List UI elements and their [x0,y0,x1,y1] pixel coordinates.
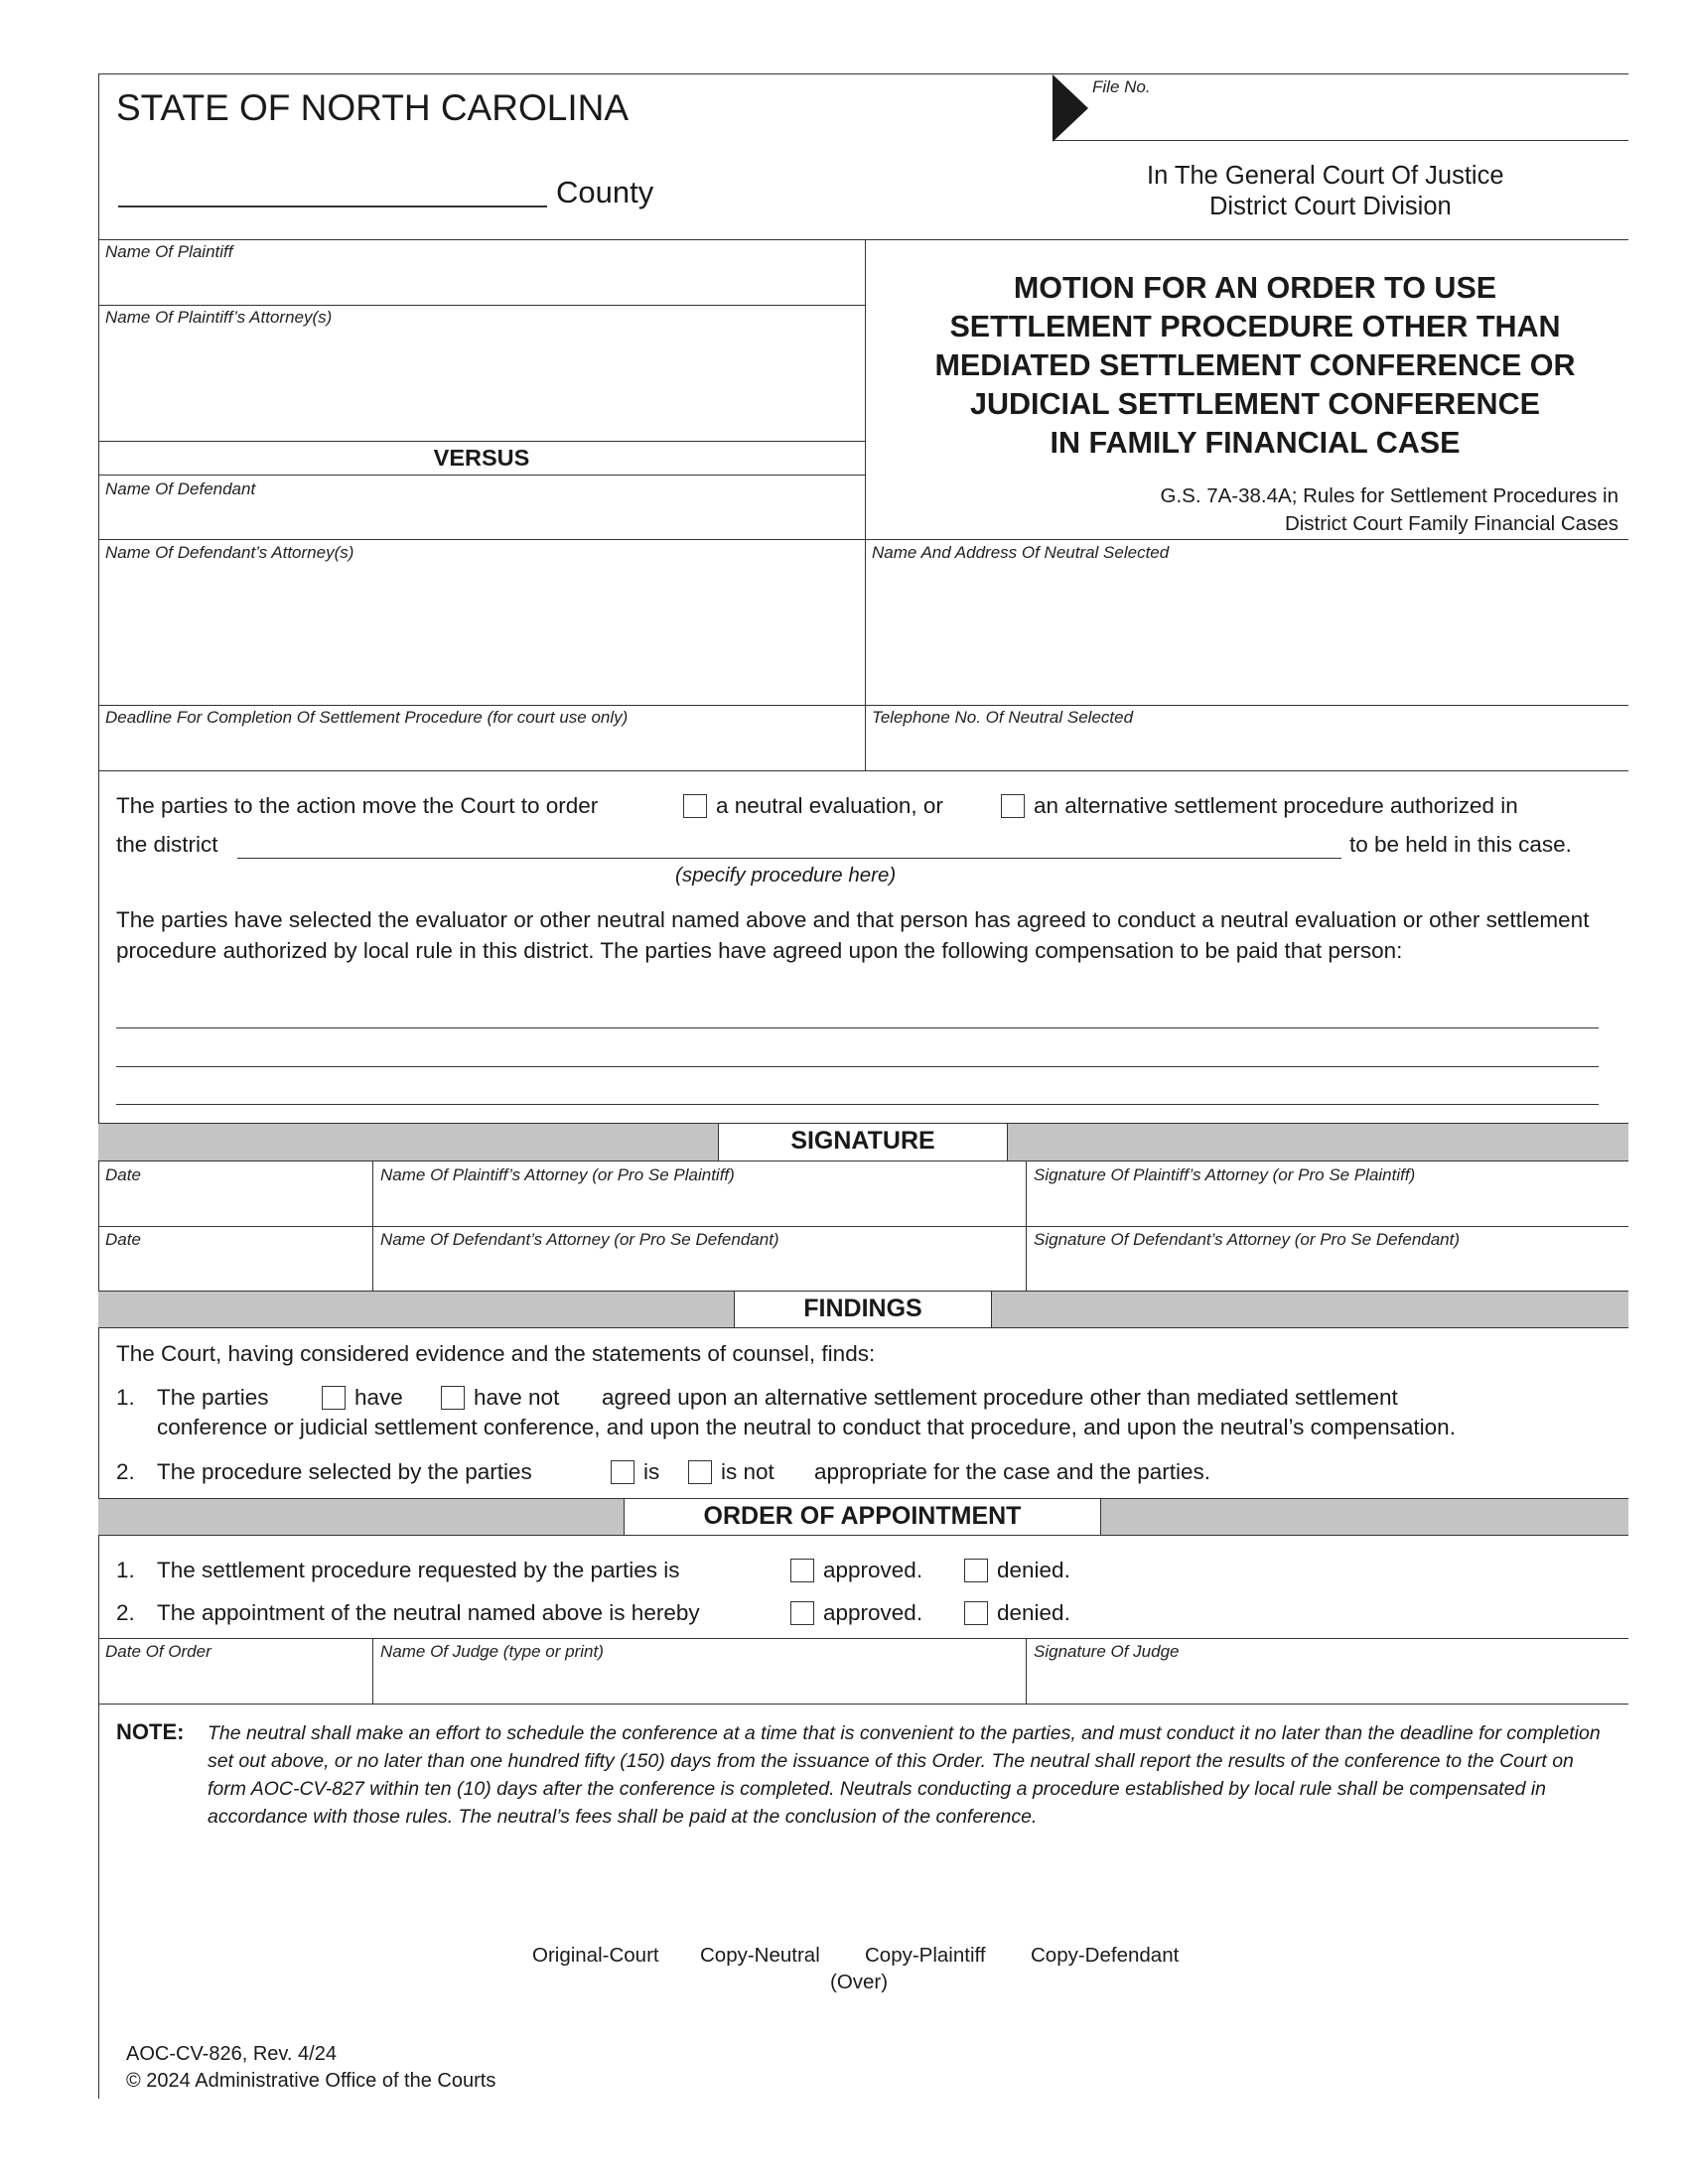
form-title-line-5: IN FAMILY FINANCIAL CASE [1050,426,1461,460]
court-line-2: District Court Division [1209,193,1452,220]
rule [98,705,1628,706]
plaintiff-field[interactable]: Name Of Plaintiff [105,242,233,261]
top-border [98,73,1628,74]
defendant-attorney-name-field[interactable]: Name Of Defendant’s Attorney (or Pro Se Defendant) [380,1230,779,1249]
neutral-address-field[interactable]: Name And Address Of Neutral Selected [872,543,1170,562]
appointment-approved-checkbox[interactable] [790,1601,814,1625]
file-no-arrow-icon [1053,74,1088,142]
specify-hint: (specify procedure here) [675,864,897,887]
order-1-text: The settlement procedure requested by the parties is [157,1558,680,1582]
appointment-denied-checkbox[interactable] [964,1601,988,1625]
order-1-number: 1. [116,1558,135,1582]
motion-paragraph: The parties have selected the evaluator or other neutral named above and that person has agreed to conduct a neutral evaluation or other settlement procedure authorized by local rule in this district. The parties have agreed upon the following compensation to be paid that person: [116,907,1590,963]
county-blank[interactable] [118,205,547,207]
finding-1-text-cont: conference or judicial settlement conference, and upon the neutral to conduct that procedure, and upon the neutral’s compensation. [157,1415,1456,1439]
held-label: to be held in this case. [1349,832,1572,857]
appointment-denied-label: denied. [997,1600,1070,1625]
procedure-denied-checkbox[interactable] [964,1559,988,1582]
order-2-text: The appointment of the neutral named above is hereby [157,1600,700,1625]
finding-1-lead: The parties [157,1385,269,1410]
form-title-line-2: SETTLEMENT PROCEDURE OTHER THAN [949,310,1561,343]
state-name: STATE OF NORTH CAROLINA [116,87,629,128]
file-no-label: File No. [1092,77,1151,96]
rule [1026,1638,1027,1704]
rule [98,441,865,442]
county-label: County [556,175,654,209]
rule [372,1638,373,1704]
court-line-1: In The General Court Of Justice [1147,162,1504,190]
copy-neutral: Copy-Neutral [700,1944,820,1967]
form-title-line-4: JUDICIAL SETTLEMENT CONFERENCE [970,387,1540,421]
copy-original-court: Original-Court [532,1944,659,1967]
note-text: The neutral shall make an effort to schedule the conference at a time that is convenient to the parties, and must conduct it no later than the deadline for completion set out above, or no later than one hundred fifty (150) days from the issuance of this Order. The neutral shall report the results of the conference to the Court on form AOC-CV-827 within ten (10) days after the conference is completed. Neutrals conducting a procedure established by local rule shall be compensated in accordance with those rules. The neutral’s fees shall be paid at the conclusion of the conference. [208,1722,1601,1828]
procedure-denied-label: denied. [997,1558,1070,1582]
compensation-line-3[interactable] [116,1104,1599,1105]
neutral-evaluation-checkbox[interactable] [683,794,707,818]
findings-intro: The Court, having considered evidence and the statements of counsel, finds: [116,1341,876,1366]
form-number: AOC-CV-826, Rev. 4/24 [126,2043,337,2065]
deadline-field[interactable]: Deadline For Completion Of Settlement Procedure (for court use only) [105,708,629,727]
is-not-label: is not [721,1459,774,1484]
procedure-approved-checkbox[interactable] [790,1559,814,1582]
plaintiff-attorney-field[interactable]: Name Of Plaintiff’s Attorney(s) [105,308,333,327]
rule [98,770,1628,771]
defendant-attorney-field[interactable]: Name Of Defendant’s Attorney(s) [105,543,354,562]
appointment-approved-label: approved. [823,1600,923,1625]
is-checkbox[interactable] [611,1460,634,1484]
district-label: the district [116,832,218,857]
finding-2-lead: The procedure selected by the parties [157,1459,532,1484]
have-not-label: have not [474,1385,560,1410]
plaintiff-attorney-name-field[interactable]: Name Of Plaintiff’s Attorney (or Pro Se Plaintiff) [380,1165,735,1184]
left-border [98,73,99,2099]
have-checkbox[interactable] [322,1386,346,1410]
form-title-line-3: MEDIATED SETTLEMENT CONFERENCE OR [934,348,1576,382]
defendant-attorney-signature-field[interactable]: Signature Of Defendant’s Attorney (or Pro Se Defendant) [1034,1230,1461,1249]
plaintiff-date-field[interactable]: Date [105,1165,141,1184]
procedure-approved-label: approved. [823,1558,923,1582]
compensation-line-1[interactable] [116,1027,1599,1028]
order-2-number: 2. [116,1600,135,1625]
signature-heading: SIGNATURE [718,1123,1008,1161]
order-date-field[interactable]: Date Of Order [105,1642,211,1661]
rule [98,1704,1628,1705]
compensation-line-2[interactable] [116,1066,1599,1067]
finding-2-text: appropriate for the case and the parties. [814,1459,1211,1484]
rule [98,475,865,476]
statute-line-2: District Court Family Financial Cases [1284,512,1618,535]
alternative-procedure-checkbox[interactable] [1001,794,1025,818]
copy-plaintiff: Copy-Plaintiff [865,1944,986,1967]
have-not-checkbox[interactable] [441,1386,465,1410]
defendant-date-field[interactable]: Date [105,1230,141,1249]
rule [98,1638,1628,1639]
findings-heading: FINDINGS [734,1291,992,1328]
copy-defendant: Copy-Defendant [1031,1944,1180,1967]
neutral-phone-field[interactable]: Telephone No. Of Neutral Selected [872,708,1134,727]
procedure-field[interactable] [237,858,1341,859]
alternative-procedure-label: an alternative settlement procedure authorized in [1034,793,1518,818]
copyright: © 2024 Administrative Office of the Courts [126,2070,496,2092]
defendant-field[interactable]: Name Of Defendant [105,479,256,498]
neutral-evaluation-label: a neutral evaluation, or [716,793,943,818]
have-label: have [354,1385,403,1410]
note-label: NOTE: [116,1719,185,1744]
finding-2-number: 2. [116,1459,135,1484]
form-title-line-1: MOTION FOR AN ORDER TO USE [1013,271,1497,305]
finding-1-number: 1. [116,1385,135,1410]
motion-intro: The parties to the action move the Court to order [116,793,599,818]
is-label: is [643,1459,660,1484]
over-label: (Over) [830,1971,889,1993]
rule [98,305,865,306]
is-not-checkbox[interactable] [688,1460,712,1484]
order-heading: ORDER OF APPOINTMENT [624,1498,1101,1536]
file-no-field[interactable] [1053,140,1628,141]
grid-divider [865,239,866,771]
statute-line-1: G.S. 7A-38.4A; Rules for Settlement Procedures in [1160,484,1618,507]
judge-name-field[interactable]: Name Of Judge (type or print) [380,1642,604,1661]
judge-signature-field[interactable]: Signature Of Judge [1034,1642,1180,1661]
plaintiff-attorney-signature-field[interactable]: Signature Of Plaintiff’s Attorney (or Pro Se Plaintiff) [1034,1165,1416,1184]
finding-1-text: agreed upon an alternative settlement procedure other than mediated settlement [602,1385,1398,1410]
rule [98,1226,1628,1227]
versus-label: VERSUS [433,445,530,471]
grid-top-line [98,239,1628,240]
rule [98,539,1628,540]
